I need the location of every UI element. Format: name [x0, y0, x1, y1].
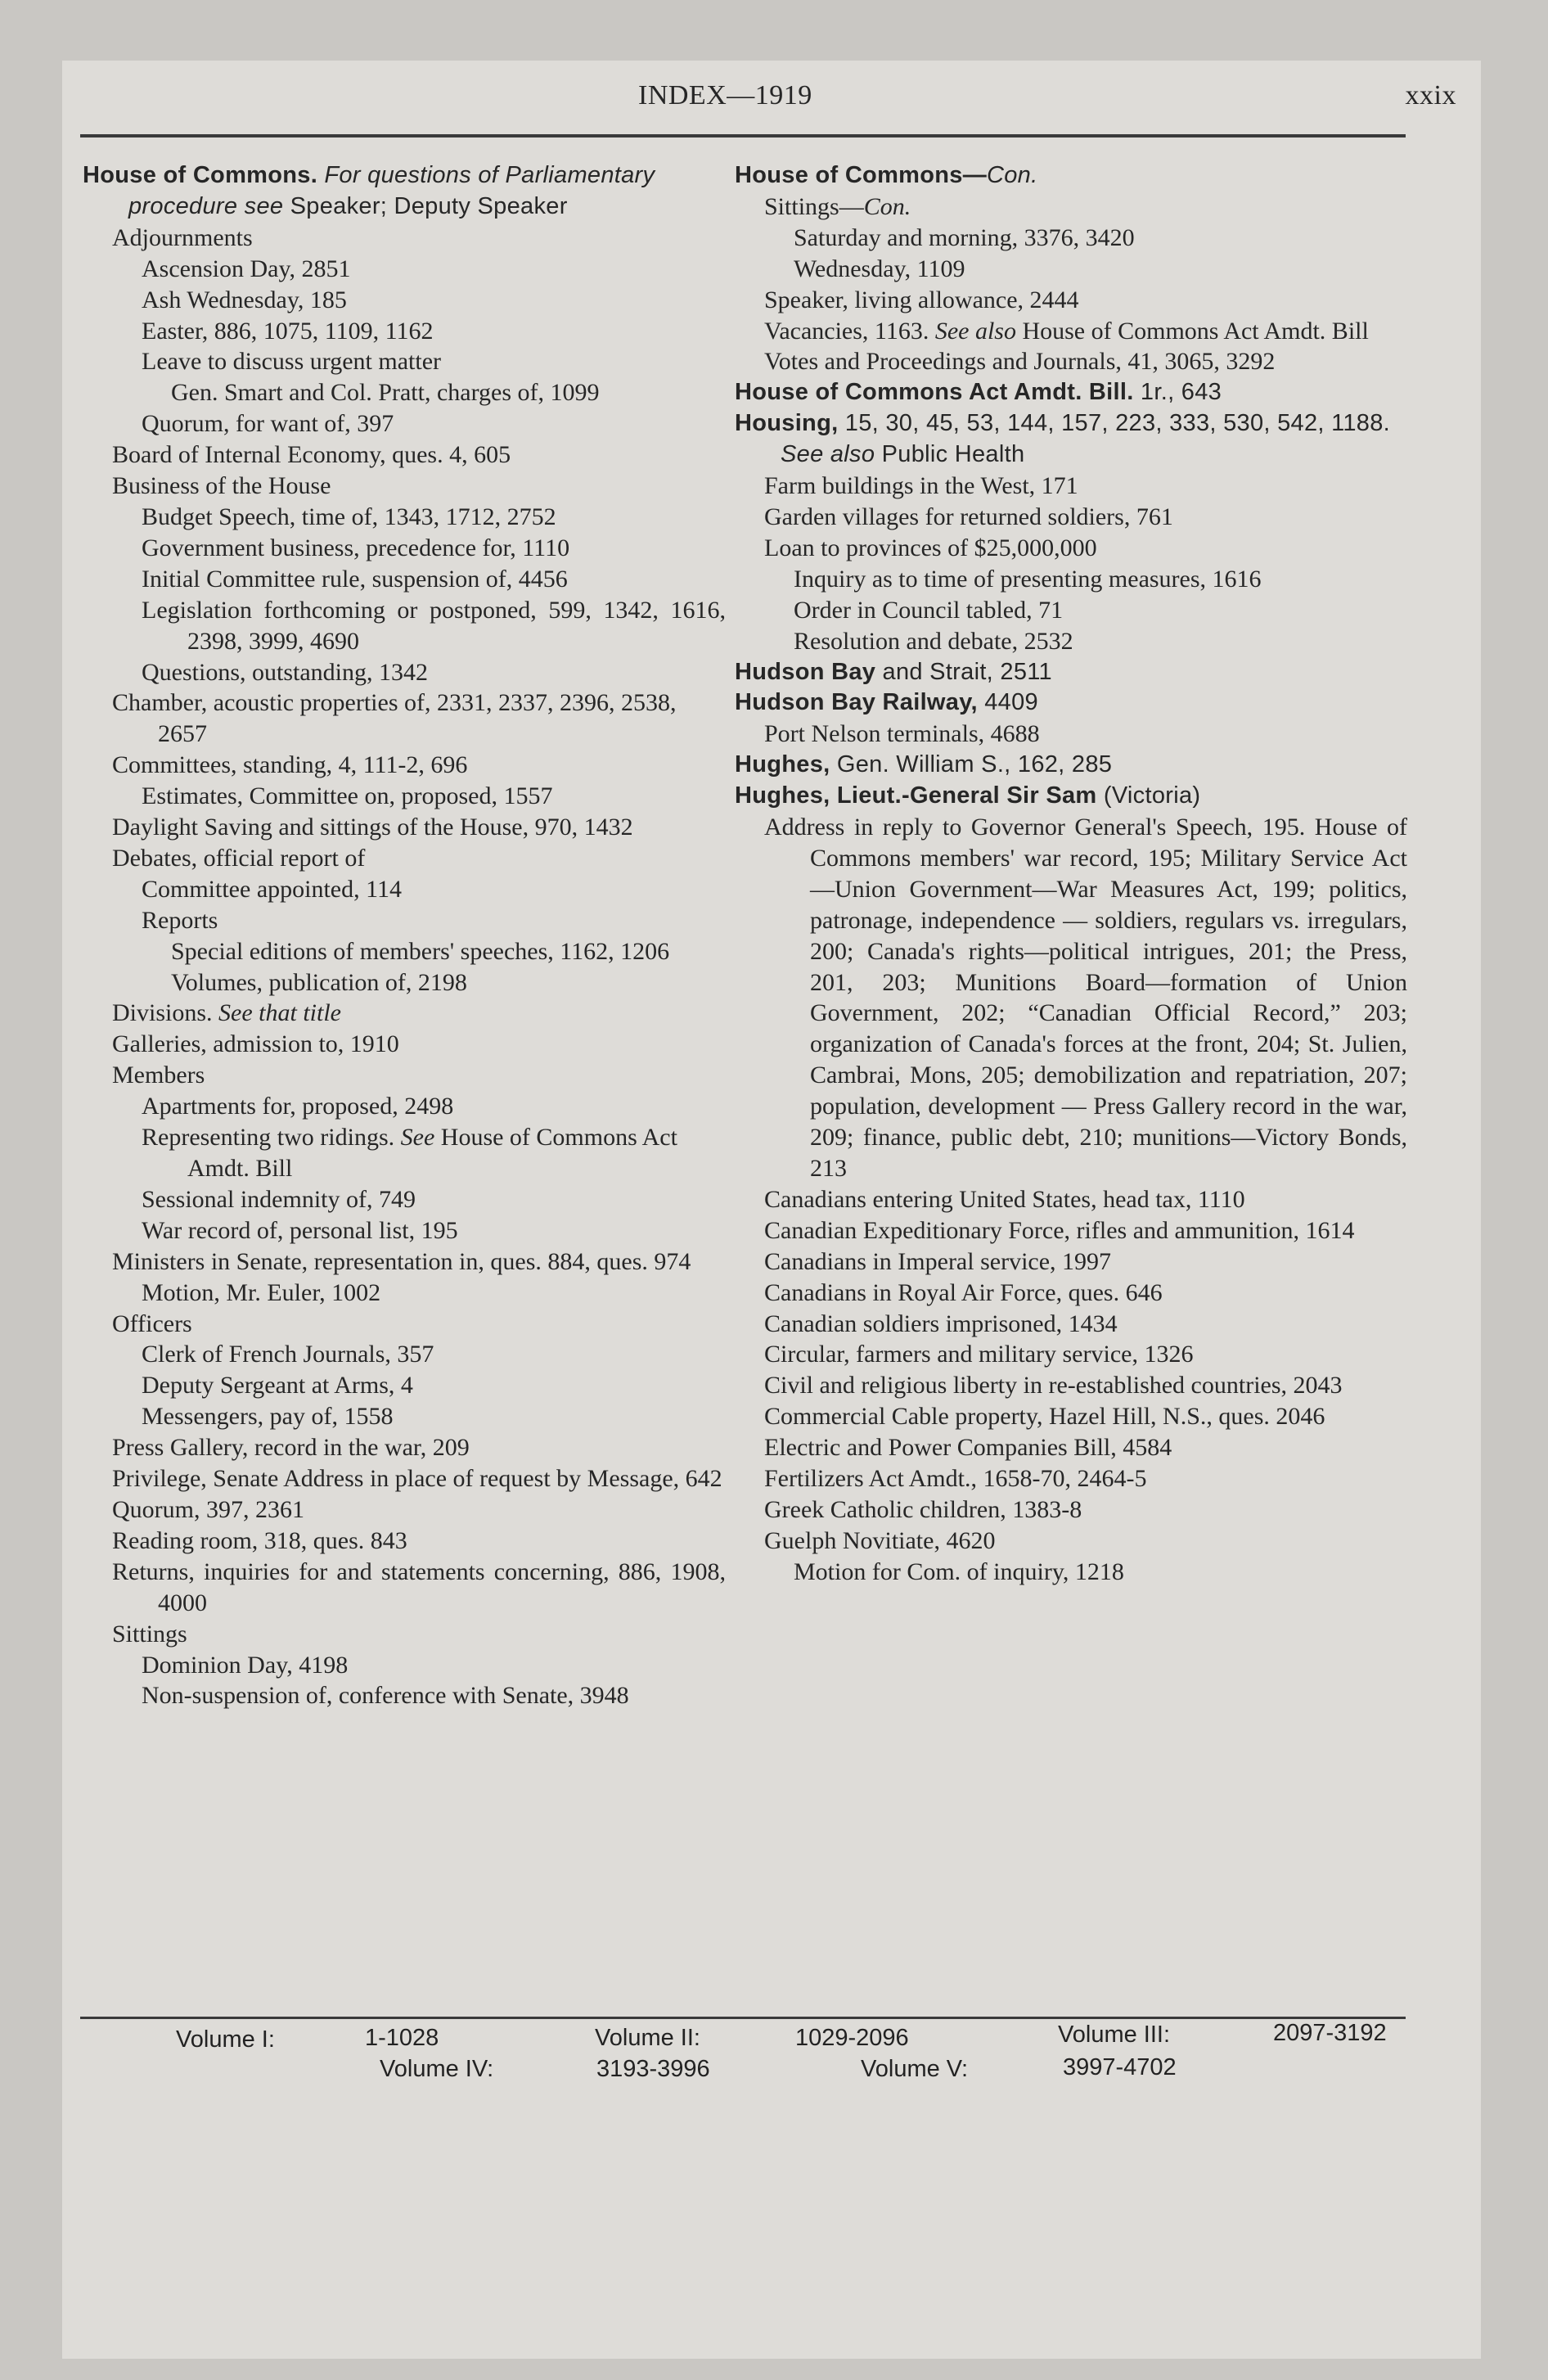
index-entry: [83, 843, 726, 874]
page-number: xxix: [1405, 80, 1456, 110]
index-entry: [83, 1526, 726, 1557]
text-run: (Victoria): [1096, 782, 1201, 809]
index-subentry: [83, 967, 726, 998]
entry-text: Messengers, pay of, 1558: [142, 1403, 394, 1431]
entry-text: Special editions of members' speeches, 1162, 1206: [171, 937, 670, 965]
index-entry: [83, 812, 726, 843]
index-entry: [83, 1029, 726, 1060]
entry-text: [83, 160, 726, 223]
italic-ref: See: [400, 1124, 435, 1152]
entry-text: Apartments for, proposed, 2498: [142, 1093, 454, 1120]
index-subentry: [83, 1278, 726, 1309]
italic-ref: Con.: [987, 162, 1038, 188]
index-subentry: [735, 254, 1407, 285]
index-entry: [735, 192, 1407, 223]
heading-keyword: Hudson Bay: [735, 658, 876, 685]
index-entry: [83, 1494, 726, 1526]
right-index-column: [735, 160, 1407, 1588]
entry-text: Greek Catholic children, 1383-8: [764, 1495, 1082, 1523]
index-entry: [735, 1339, 1407, 1370]
entry-text: Ministers in Senate, representation in, ques. 884, ques. 974: [112, 1247, 691, 1275]
entry-text: Volumes, publication of, 2198: [171, 968, 467, 996]
entry-text: Votes and Proceedings and Journals, 41, 3065, 3292: [764, 348, 1276, 376]
index-subentry: [83, 657, 726, 688]
entry-text: Clerk of French Journals, 357: [142, 1341, 434, 1368]
footer-vol3-range: 2097-3192: [1273, 2020, 1387, 2046]
entry-text: Canadian soldiers imprisoned, 1434: [764, 1309, 1118, 1337]
index-subentry: [83, 408, 726, 439]
italic-ref: See that title: [218, 999, 341, 1027]
entry-text: Debates, official report of: [112, 844, 366, 872]
entry-text: Galleries, admission to, 1910: [112, 1030, 399, 1058]
index-subentry: [83, 1215, 726, 1246]
index-subentry: [83, 564, 726, 595]
footer-vol1-range: 1-1028: [365, 2025, 439, 2051]
entry-text: Government business, precedence for, 1110: [142, 534, 570, 561]
heading-keyword: House of Commons Act Amdt. Bill.: [735, 379, 1134, 406]
entry-text: Ash Wednesday, 185: [142, 286, 347, 313]
index-subentry: [83, 874, 726, 905]
heading-keyword: Hudson Bay Railway,: [735, 689, 978, 716]
index-subentry: [83, 1401, 726, 1432]
text-run: Representing two ridings.: [142, 1124, 401, 1152]
entry-text: Members: [112, 1062, 205, 1089]
entry-text: Legislation forthcoming or postponed, 599, 1342, 1616, 2398, 3999, 4690: [142, 596, 726, 655]
index-subentry: [735, 564, 1407, 595]
index-subentry: [83, 316, 726, 347]
entry-text: War record of, personal list, 195: [142, 1216, 458, 1244]
index-entry: [735, 1494, 1407, 1526]
index-subentry: [83, 285, 726, 316]
text-run: Speaker; Deputy Speaker: [283, 192, 568, 219]
entry-text: Inquiry as to time of presenting measures, 1616: [794, 565, 1262, 593]
index-entry: [83, 439, 726, 471]
entry-text: Port Nelson terminals, 4688: [764, 720, 1040, 748]
heading-keyword: Hughes,: [735, 751, 830, 778]
index-heading: [735, 781, 1407, 812]
entry-text: Speaker, living allowance, 2444: [764, 286, 1079, 313]
index-entry: [735, 719, 1407, 750]
index-entry: [735, 1309, 1407, 1340]
heading-keyword: House of Commons—: [735, 162, 987, 188]
index-heading: [735, 750, 1407, 781]
index-entry: [83, 1619, 726, 1650]
entry-text: [735, 377, 1407, 408]
entry-text: Leave to discuss urgent matter: [142, 348, 442, 376]
index-heading: [83, 160, 726, 223]
index-heading: [735, 657, 1407, 688]
entry-text: Easter, 886, 1075, 1109, 1162: [142, 317, 434, 345]
entry-text: Motion for Com. of inquiry, 1218: [794, 1557, 1124, 1585]
index-subentry: [83, 346, 726, 377]
entry-text: [735, 781, 1407, 812]
entry-text: Reading room, 318, ques. 843: [112, 1526, 407, 1554]
text-run: 1r., 643: [1133, 379, 1222, 406]
index-subentry: [83, 781, 726, 812]
text-run: House of Commons Act Amdt. Bill: [1015, 317, 1369, 345]
text-run: Gen. William S., 162, 285: [830, 751, 1113, 778]
heading-keyword: Hughes, Lieut.-General Sir Sam: [735, 782, 1097, 809]
index-subentry: [83, 1339, 726, 1370]
text-run: 15, 30, 45, 53, 144, 157, 223, 333, 530, 542, 1188.: [838, 410, 1391, 437]
italic-ref: See also: [781, 441, 875, 468]
entry-text: Wednesday, 1109: [794, 255, 965, 282]
entry-text: Press Gallery, record in the war, 209: [112, 1434, 470, 1462]
index-entry: [83, 998, 726, 1029]
entry-text: [735, 750, 1407, 781]
index-subentry: [83, 533, 726, 564]
header-rule: [80, 134, 1406, 137]
index-subentry: [735, 595, 1407, 626]
italic-ref: For questions of Parliamentary procedure see: [128, 162, 655, 219]
entry-text: Chamber, acoustic properties of, 2331, 2337, 2396, 2538, 2657: [112, 689, 677, 748]
index-entry: [83, 471, 726, 502]
entry-text: Board of Internal Economy, ques. 4, 605: [112, 441, 511, 469]
entry-text: Reports: [142, 906, 218, 934]
footer-vol5-range: 3997-4702: [1063, 2054, 1177, 2080]
index-subentry: [735, 223, 1407, 254]
index-subentry: [83, 502, 726, 533]
index-entry: [735, 1432, 1407, 1463]
entry-text: [83, 998, 726, 1029]
text-run: Divisions.: [112, 999, 219, 1027]
footer-vol3-label: Volume III:: [1058, 2022, 1171, 2048]
index-entry: [735, 471, 1407, 502]
left-index-column: [83, 160, 726, 1711]
footer-vol5-label: Volume V:: [861, 2056, 969, 2082]
italic-ref: See also: [934, 317, 1016, 345]
entry-text: [735, 687, 1407, 719]
index-subentry: [83, 1680, 726, 1711]
entry-text: Initial Committee rule, suspension of, 4456: [142, 565, 568, 593]
entry-text: Sessional indemnity of, 749: [142, 1185, 416, 1213]
index-entry: [735, 1278, 1407, 1309]
entry-text: Loan to provinces of $25,000,000: [764, 534, 1097, 561]
index-entry: [735, 533, 1407, 564]
entry-text: Address in reply to Governor General's Speech, 195. House of Commons members' war record, 195; Military Service Act—Union Government—War Measures Act, 199; politics, patronage, independence — soldiers, regulars vs. irregulars, 200; Canada's rights—political intrigues, 201; the Press, 201, 203; Munitions Board—formation of Union Government, 202; “Canadian Official Record,” 203; organization of Canada's forces at the front, 204; St. Julien, Cambrai, Mons, 205; demobilization and repatriation, 207; population, development — Press Gallery record in the war, 209; finance, public debt, 210; munitions—Victory Bonds, 213: [764, 814, 1407, 1182]
index-entry: [735, 1526, 1407, 1557]
index-subentry: [83, 1184, 726, 1215]
entry-text: Questions, outstanding, 1342: [142, 658, 428, 686]
entry-text: Officers: [112, 1309, 192, 1337]
entry-text: Committees, standing, 4, 111-2, 696: [112, 751, 468, 779]
footer-vol2-range: 1029-2096: [795, 2025, 909, 2051]
running-title: INDEX—1919: [638, 80, 812, 110]
entry-text: Dominion Day, 4198: [142, 1651, 349, 1679]
footer-vol2-label: Volume II:: [595, 2025, 700, 2051]
index-entry: [735, 1246, 1407, 1278]
entry-text: Deputy Sergeant at Arms, 4: [142, 1372, 413, 1400]
index-subentry: [83, 1650, 726, 1681]
entry-text: Saturday and morning, 3376, 3420: [794, 223, 1135, 251]
index-entry: [735, 1184, 1407, 1215]
entry-text: Commercial Cable property, Hazel Hill, N.S., ques. 2046: [764, 1403, 1325, 1431]
entry-text: [735, 316, 1407, 347]
index-entry: [83, 1432, 726, 1463]
index-entry: [735, 316, 1407, 347]
heading-keyword: Housing,: [735, 410, 839, 437]
entry-text: Committee appointed, 114: [142, 875, 403, 903]
entry-text: Gen. Smart and Col. Pratt, charges of, 1099: [171, 379, 600, 407]
footer-vol1-label: Volume I:: [176, 2026, 275, 2053]
text-run: House of Commons Act Amdt. Bill: [187, 1124, 677, 1182]
index-subentry: [83, 936, 726, 967]
entry-text: [735, 657, 1407, 688]
index-subentry: [83, 254, 726, 285]
index-heading: [735, 160, 1407, 192]
index-entry: [83, 750, 726, 781]
entry-text: Canadian Expeditionary Force, rifles and ammunition, 1614: [764, 1216, 1355, 1244]
index-subentry: [83, 905, 726, 936]
entry-text: Privilege, Senate Address in place of request by Message, 642: [112, 1465, 722, 1493]
entry-text: Budget Speech, time of, 1343, 1712, 2752: [142, 503, 556, 530]
entry-text: Resolution and debate, 2532: [794, 627, 1073, 655]
index-subentry: [83, 377, 726, 408]
index-subentry: [735, 626, 1407, 657]
footer-vol4-label: Volume IV:: [380, 2056, 494, 2082]
entry-text: Canadians in Royal Air Force, ques. 646: [764, 1278, 1163, 1306]
index-entry: [83, 1246, 726, 1278]
index-entry: [735, 1215, 1407, 1246]
index-subentry: [83, 1091, 726, 1122]
entry-text: Motion, Mr. Euler, 1002: [142, 1278, 381, 1306]
index-heading: [735, 687, 1407, 719]
entry-text: Daylight Saving and sittings of the House, 970, 1432: [112, 814, 633, 841]
index-entry: [735, 346, 1407, 377]
entry-text: Civil and religious liberty in re-established countries, 2043: [764, 1372, 1343, 1400]
text-run: and Strait, 2511: [875, 658, 1052, 685]
index-entry: [735, 1463, 1407, 1494]
index-entry: [735, 502, 1407, 533]
index-subentry: [83, 595, 726, 657]
entry-text: Non-suspension of, conference with Senate, 3948: [142, 1682, 629, 1710]
entry-text: Ascension Day, 2851: [142, 255, 351, 282]
text-run: Vacancies, 1163.: [764, 317, 935, 345]
entry-text: Returns, inquiries for and statements concerning, 886, 1908, 4000: [112, 1557, 726, 1616]
entry-text: Estimates, Committee on, proposed, 1557: [142, 782, 553, 810]
entry-text: Fertilizers Act Amdt., 1658-70, 2464-5: [764, 1465, 1147, 1493]
entry-text: Canadians in Imperal service, 1997: [764, 1247, 1112, 1275]
entry-text: [735, 408, 1407, 471]
index-entry: [83, 1557, 726, 1619]
index-entry: [735, 1401, 1407, 1432]
entry-text: Guelph Novitiate, 4620: [764, 1526, 996, 1554]
entry-text: Canadians entering United States, head tax, 1110: [764, 1185, 1245, 1213]
entry-text: Quorum, 397, 2361: [112, 1495, 304, 1523]
entry-text: Order in Council tabled, 71: [794, 596, 1064, 624]
index-subentry: [83, 1370, 726, 1401]
footer-rule: [80, 2017, 1406, 2019]
italic-ref: Con.: [863, 192, 911, 220]
index-subentry: [735, 1557, 1407, 1588]
text-run: 4409: [977, 689, 1038, 716]
entry-text: Business of the House: [112, 472, 331, 500]
text-run: Sittings—: [764, 192, 864, 220]
index-entry: [735, 1370, 1407, 1401]
index-subentry: [83, 1122, 726, 1184]
entry-text: [735, 160, 1407, 192]
index-entry: [83, 223, 726, 254]
entry-text: Sittings: [112, 1620, 187, 1648]
entry-text: Quorum, for want of, 397: [142, 410, 394, 438]
heading-keyword: House of Commons.: [83, 162, 318, 188]
entry-text: Electric and Power Companies Bill, 4584: [764, 1434, 1172, 1462]
index-heading: [735, 377, 1407, 408]
index-entry: [735, 285, 1407, 316]
entry-text: Circular, farmers and military service, 1326: [764, 1341, 1194, 1368]
entry-text: [83, 1122, 726, 1184]
entry-text: Adjournments: [112, 223, 253, 251]
index-entry: [735, 812, 1407, 1184]
text-run: Public Health: [875, 441, 1025, 468]
footer-vol4-range: 3193-3996: [596, 2056, 710, 2082]
index-heading: [735, 408, 1407, 471]
index-entry: [83, 1060, 726, 1091]
index-entry: [83, 687, 726, 750]
entry-text: Garden villages for returned soldiers, 761: [764, 503, 1173, 530]
entry-text: Farm buildings in the West, 171: [764, 472, 1078, 500]
index-entry: [83, 1309, 726, 1340]
entry-text: [735, 192, 1407, 223]
index-entry: [83, 1463, 726, 1494]
